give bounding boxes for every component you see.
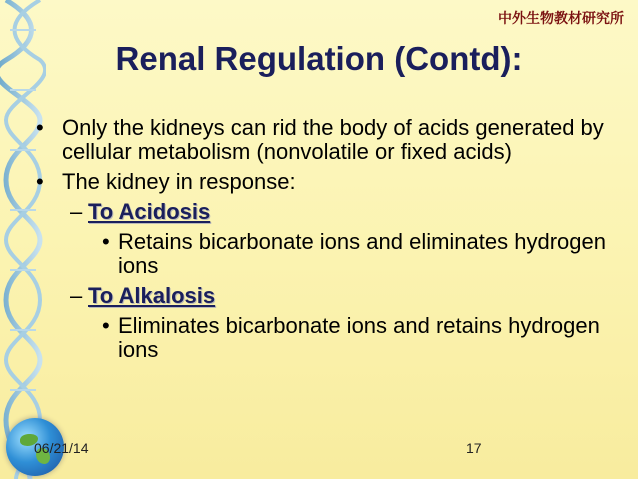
bullet-text: Only the kidneys can rid the body of acids generated by cellular metabolism (nonvolatile or fixed acids) bbox=[62, 115, 604, 164]
bullet-icon: • bbox=[36, 115, 44, 140]
sub-bullet-text: Retains bicarbonate ions and eliminates hydrogen ions bbox=[118, 229, 606, 278]
slide-number: 17 bbox=[466, 440, 482, 456]
bullet-item bbox=[36, 116, 606, 164]
bullet-text: The kidney in response: bbox=[62, 169, 296, 194]
institute-label: 中外生物教材研究所 bbox=[498, 11, 624, 27]
sub-bullet-text: Eliminates bicarbonate ions and retains hydrogen ions bbox=[118, 313, 600, 362]
alkalosis-label: To Alkalosis bbox=[88, 283, 216, 308]
slide-title: Renal Regulation (Contd): bbox=[115, 40, 523, 77]
bullet-icon: • bbox=[36, 169, 44, 194]
dash-icon: – bbox=[70, 199, 83, 224]
footer-date: 06/21/14 bbox=[34, 440, 89, 456]
sub-heading-acidosis bbox=[36, 200, 606, 224]
slide-content bbox=[36, 116, 606, 368]
dash-icon: – bbox=[70, 283, 83, 308]
bullet-icon: • bbox=[102, 229, 110, 254]
sub-bullet-item bbox=[36, 230, 606, 278]
sub-heading-alkalosis bbox=[36, 284, 606, 308]
bullet-item bbox=[36, 170, 606, 194]
sub-bullet-item bbox=[36, 314, 606, 362]
acidosis-label: To Acidosis bbox=[88, 199, 211, 224]
bullet-icon: • bbox=[102, 313, 110, 338]
